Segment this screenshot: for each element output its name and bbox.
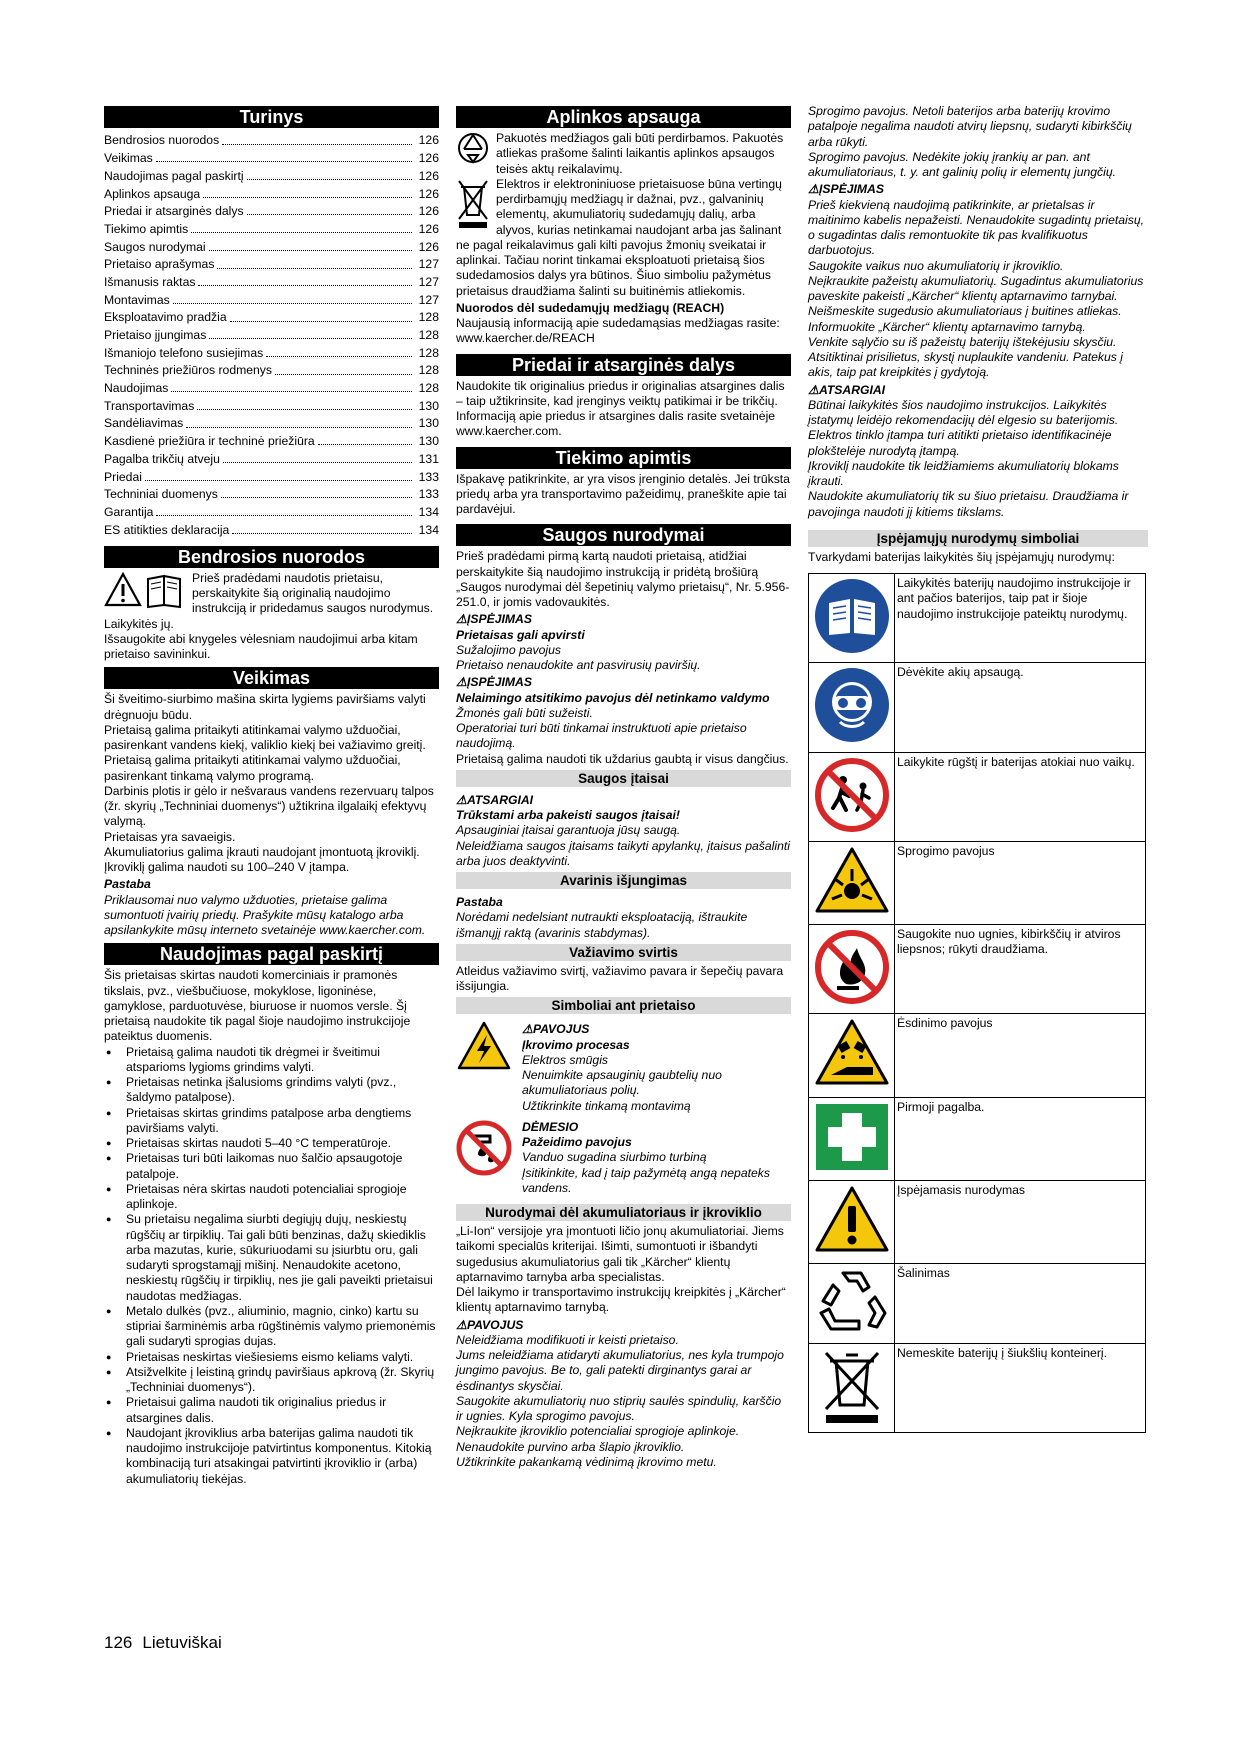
toc-entry-page: 133 [418, 487, 439, 502]
toc-leader [266, 356, 412, 357]
toc-entry-page: 128 [418, 381, 439, 396]
environment-text-2: Elektros ir elektroniniuose prietaisuose būna vertingų perdirbamųjų medžiagų ir dažnai, pvz., galvaninių elementų, akumuliatorių sudedamųjų dalių, arba alyvos, kurias netinkamai naudojant arba jas šalinant ne pagal reikalavimus gali kilti pavojus žmonių sveikatai ir aplinkai. Tačiau norint tinkamai eksploatuoti prietaisą šios sudedamosios dalys yra būtinos. Šiuo simboliu pažymėtus prietaisus draudžiama šalinti su buitinėmis atliekomis. [456, 176, 782, 298]
toc-leader [247, 179, 412, 180]
toc-leader [156, 515, 412, 516]
page-footer [104, 1632, 232, 1653]
toc-entry-label: Priedai ir atsarginės dalys [104, 204, 244, 219]
warning-symbol-row [809, 663, 1146, 752]
toc-entry-label: Kasdienė priežiūra ir techninė priežiūra [104, 434, 315, 449]
intended-use-item: ● Prietaisas netinka įšalusioms grindims valyti (pvz., šaldymo patalpose). [104, 1075, 439, 1106]
warning-symbol-row [809, 1344, 1146, 1433]
intended-use-item: ● Prietaisas skirtas grindims patalpose arba dengtiems paviršiams valyti. [104, 1106, 439, 1137]
intended-use-item: ● Prietaisą galima naudoti tik drėgmei ir šveitimui atsparioms lygioms grindims valyti. [104, 1045, 439, 1076]
danger-lines-line: Jums neleidžiama atidaryti akumuliatorius, nes kyla trumpojo jungimo pavojus. Be to, gali patekti dirginantys garai ar ėsdinantys skysčiai. [456, 1348, 784, 1393]
toc-row[interactable] [104, 467, 439, 485]
general-text-2: Išsaugokite abi knygeles vėlesniam naudojimui arba kitam prietaiso savininkui. [104, 631, 418, 662]
toc-row[interactable] [104, 396, 439, 414]
toc-leader [171, 391, 412, 392]
goggles-icon [809, 663, 895, 752]
c3-caution-line: Būtinai laikykitės šios naudojimo instrukcijos. Laikykitės įstatymų leidėjo rekomendacijų dėl elgesio su baterijomis. [808, 397, 1119, 427]
c3-top-line: Sprogimo pavojus. Netoli baterijos arba baterijų krovimo patalpoje negalima naudoti atvirų liepsnų, sudaryti kibirkščių arba rūkyti. [808, 104, 1132, 149]
c3-caution-line: Naudokite akumuliatorių tik su šiuo prietaisu. Draudžiama ir pavojinga naudoti jį kitiems tikslams. [808, 489, 1129, 519]
toc-entry-page: 133 [418, 469, 439, 484]
explosion-lines [808, 104, 1148, 180]
toc-entry-page: 127 [418, 257, 439, 272]
intended-use-item: ● Prietaisas turi būti laikomas nuo šalčio apsaugotoje patalpoje. [104, 1151, 439, 1182]
symbol-damage-title: Pažeidimo pavojus [522, 1135, 632, 1149]
manual-icon [809, 574, 895, 663]
toc-leader [222, 144, 412, 145]
toc-entry-label: Garantija [104, 504, 154, 519]
battery-danger-lines [456, 1333, 791, 1470]
intended-use-item: ● Prietaisas neskirtas viešiesiems eismo keliams valyti. [104, 1350, 439, 1365]
function-text-6: Akumuliatorius galima įkrauti naudojant įmontuotą įkroviklį. Įkroviklį galima naudoti su 100–240 V įtampa. [104, 844, 420, 875]
toc-row[interactable] [104, 343, 439, 361]
warning-symbol-row [809, 1014, 1146, 1097]
toc-entry-label: Saugos nurodymai [104, 239, 206, 254]
toc-entry-page: 130 [418, 416, 439, 431]
function-text-2: Prietaisą galima pritaikyti atitinkamai valymo užduočiai, pasirenkant vandens kiekį, valiklio kiekį bei važiavimo greitį. [104, 722, 426, 753]
toc-row[interactable] [104, 219, 439, 237]
safety-heading: Saugos nurodymai [456, 524, 791, 546]
symbol-damage-label: DĖMESIO [522, 1119, 579, 1134]
warning-symbol-text: Dėvėkite akių apsaugą. [895, 663, 1146, 752]
danger-lines-line: Užtikrinkite pakankamą vėdinimą įkrovimo metu. [456, 1454, 717, 1469]
toc-row[interactable] [104, 414, 439, 432]
intended-use-list [104, 1045, 439, 1487]
danger-lines-line: Saugokite akumuliatorių nuo stiprių saulės spindulių, karščio ir ugnies. Kyla sprogimo pavojus. [456, 1393, 782, 1423]
toc-leader [221, 497, 412, 498]
toc-entry-page: 126 [418, 239, 439, 254]
crossed-bin-icon [809, 1344, 895, 1433]
toc-entry-page: 128 [418, 310, 439, 325]
safety-warning-2-label: ⚠ĮSPĖJIMAS [456, 675, 532, 690]
toc-list [104, 131, 439, 538]
toc-entry-page: 134 [418, 522, 439, 537]
toc-leader [223, 462, 412, 463]
intended-use-item: ● Prietaisui galima naudoti tik originalius priedus ir atsargines dalis. [104, 1395, 439, 1426]
keep-children-away-icon [809, 752, 895, 841]
emergency-note-heading: Pastaba [456, 895, 503, 909]
toc-entry-page: 126 [418, 186, 439, 201]
toc-entry-page: 126 [418, 151, 439, 166]
symbol-charging-label: ⚠PAVOJUS [522, 1022, 590, 1037]
toc-row[interactable] [104, 131, 439, 149]
intended-use-heading: Naudojimas pagal paskirtį [104, 943, 439, 965]
column-3 [808, 104, 1148, 1433]
toc-leader [209, 338, 412, 339]
warning-symbol-text: Pirmoji pagalba. [895, 1097, 1146, 1180]
c3-caution-line: Įkroviklį naudokite tik leidžiamiems akumuliatorių blokams įkrauti. [808, 458, 1119, 488]
function-text-4: Darbinis plotis ir gėlo ir nešvaraus vandens rezervuarų talpos (žr. skyrių „Techniniai duomenys“) užtikrina ilgalaikį efektyvų valymą. [104, 783, 434, 829]
reach-heading: Nuorodos dėl sudedamųjų medžiagų (REACH) [456, 300, 725, 315]
drive-lever-heading: Važiavimo svirtis [456, 944, 791, 961]
warning-symbol-text: Sprogimo pavojus [895, 841, 1146, 924]
toc-entry-label: ES atitikties deklaracija [104, 522, 230, 537]
intended-use-item: ● Metalo dulkės (pvz., aliuminio, magnio, cinko) kartu su stipriai šarminėmis arba rūgštinėmis valymo priemonėmis gali sudaryti sprogias dujas. [104, 1304, 439, 1350]
toc-leader [217, 268, 412, 269]
c3-top-line: Sprogimo pavojus. Nedėkite jokių įrankių ar pan. ant akumuliatoriaus, t. y. ant galinių polių ir elementų jungčių. [808, 149, 1117, 179]
toc-row[interactable] [104, 449, 439, 467]
toc-entry-label: Priedai [104, 469, 142, 484]
toc-entry-label: Naudojimas pagal paskirtį [104, 168, 244, 183]
warning-symbol-row [809, 574, 1146, 663]
toc-row[interactable] [104, 520, 439, 538]
c3-warn-line: Neįkraukite pažeistų akumuliatorių. Sugadintus akumuliatorius paveskite pakeisti „Kärcher“ klientų aptarnavimo tarnybai. [808, 273, 1144, 303]
c3-caution-line: Elektros tinklo įtampa turi atitikti prietaiso identifikacinėje plokštelėje nurodytą įtampą. [808, 428, 1112, 458]
toc-entry-label: Sandėliavimas [104, 416, 184, 431]
intended-use-item: ● Atsižvelkite į leistiną grindų paviršiaus apkrovą (žr. Skyrių „Techniniai duomenys“). [104, 1365, 439, 1396]
toc-row[interactable] [104, 273, 439, 291]
drive-lever-text: Atleidus važiavimo svirtį, važiavimo pavara ir šepečių pavara išsijungia. [456, 963, 784, 993]
safety-warning-1-line-1: Sužalojimo pavojus [456, 642, 562, 657]
toc-row[interactable] [104, 326, 439, 344]
emergency-stop-heading: Avarinis išjungimas [456, 872, 791, 889]
toc-entry-page: 126 [418, 168, 439, 183]
toc-entry-page: 127 [418, 292, 439, 307]
intended-intro: Šis prietaisas skirtas naudoti komerciniais ir pramonės tikslais, pvz., viešbučiuose, mokyklose, ligoninėse, gamyklose, parduotuvėse, biuruose ir nuomos versle. Šį prietaisą naudokite tik pagal šioje naudojimo instrukcijoje pateiktus duomenis. [104, 968, 411, 1044]
warning-icon [809, 1180, 895, 1263]
no-water-icon [456, 1120, 512, 1176]
c3-warn-line: Saugokite vaikus nuo akumuliatorių ir įkroviklio. [808, 258, 1064, 273]
emergency-note: Norėdami nedelsiant nutraukti eksploataciją, ištraukite išmanųjį raktą (avarinis stabdymas). [456, 910, 748, 940]
accessories-text-2: Informaciją apie priedus ir atsargines dalis rasite svetainėje www.kaercher.com. [456, 409, 776, 439]
safety-warning-1-line-2: Prietaiso nenaudokite ant pasvirusių paviršių. [456, 658, 701, 672]
warning-triangle-icon: ⚠ [808, 182, 819, 197]
toc-entry-page: 130 [418, 434, 439, 449]
warning-symbol-row [809, 1097, 1146, 1180]
crossed-bin-small-icon [456, 177, 490, 229]
toc-entry-label: Pagalba trikčių atveju [104, 451, 220, 466]
toc-entry-label: Prietaiso aprašymas [104, 257, 215, 272]
toc-leader [247, 214, 412, 215]
general-section [104, 571, 439, 663]
toc-row[interactable] [104, 149, 439, 167]
warning-symbols-intro: Tvarkydami baterijas laikykitės šių įspėjamųjų nurodymų: [808, 549, 1115, 564]
warning-triangle-icon: ⚠ [522, 1022, 533, 1037]
recycle-small-icon [456, 131, 490, 165]
toc-row[interactable] [104, 308, 439, 326]
safety-warning-1-title: Prietaisas gali apvirsti [456, 627, 585, 642]
toc-entry-label: Veikimas [104, 151, 153, 166]
intended-use-item: ● Su prietaisu negalima siurbti degiųjų dujų, neskiestų rūgščių ar tirpiklių. Tai gali būti benzinas, dažų skiediklis arba mazutas, kurie, sūkuriuodami su įsiurbtu oru, gali sudaryti sprogstamąjį mišinį. Nenaudokite acetono, neskiestų rūgščių ir tirpiklių, nes jie gali paveikti prietaisui naudotas medžiagas. [104, 1212, 439, 1304]
toc-leader [230, 321, 412, 322]
toc-leader [232, 533, 412, 534]
function-note: Priklausomai nuo valymo užduoties, prietaise galima sumontuoti įvairių priedų. Prašykite mūsų katalogo arba apsilankykite mūsų interneto svetainėje www.kaercher.com. [104, 892, 426, 938]
safety-warning-2-line-1: Žmonės gali būti sužeisti. [456, 705, 593, 720]
caution-line-1: Apsauginiai įtaisai garantuoja jūsų saugą. [456, 823, 681, 838]
col3-warning-lines [808, 198, 1148, 381]
intended-use-item: ● Naudojant įkroviklius arba baterijas galima naudoti tik naudojimo instrukcijoje patvirtintus komponentus. Kitokią kombinaciją turi atsakingai patvirtinti įkroviklio ir (arba) akumuliatorių tiekėjas. [104, 1426, 439, 1487]
symbol-damage [456, 1120, 791, 1196]
corrosive-icon [809, 1014, 895, 1097]
toc-leader [145, 480, 412, 481]
toc-leader [203, 197, 412, 198]
accessories-text-1: Naudokite tik originalius priedus ir originalias atsargines dalis – taip užtikrinsite, kad įrenginys veiktų patikimai ir be trikčių. [456, 378, 785, 408]
warning-symbol-row [809, 925, 1146, 1014]
toc-entry-page: 128 [418, 363, 439, 378]
toc-row[interactable] [104, 361, 439, 379]
page-language: Lietuviškai [142, 1633, 222, 1652]
toc-entry-page: 126 [418, 204, 439, 219]
symbol-damage-line-1: Vanduo sugadina siurbimo turbiną [522, 1150, 707, 1165]
caution-line-2: Neleidžiama saugos įtaisams taikyti apylankų, įtaisus pašalinti arba juos deaktyvinti. [456, 838, 790, 868]
toc-entry-label: Montavimas [104, 292, 170, 307]
warning-symbol-text: Laikykitės baterijų naudojimo instrukcijoje ir ant pačios baterijos, taip pat ir šioje naudojimo instrukcijoje pateiktų nurodymų. [895, 574, 1146, 663]
reach-text: Naujausią informaciją apie sudedamąsias medžiagas rasite: www.kaercher.de/REACH [456, 316, 780, 346]
toc-entry-label: Išmaniojo telefono susiejimas [104, 345, 264, 360]
toc-leader [198, 285, 412, 286]
symbol-charging-line-2: Nenuimkite apsauginių gaubtelių nuo akumuliatoriaus polių. [522, 1068, 722, 1098]
toc-entry-label: Aplinkos apsauga [104, 186, 201, 201]
toc-entry-label: Tiekimo apimtis [104, 221, 189, 236]
c3-warn-line: Informuokite „Kärcher“ klientų aptarnavimo tarnybą. [808, 319, 1086, 334]
function-heading: Veikimas [104, 667, 439, 689]
environment-text-1: Pakuotės medžiagos gali būti perdirbamos. Pakuotės atliekas prašome šalinti laikantis aplinkos apsaugos teisės aktų reikalavimų. [496, 131, 784, 176]
warning-symbol-text: Šalinimas [895, 1264, 1146, 1344]
symbol-charging-line-3: Užtikrinkite tinkamą montavimą [522, 1098, 691, 1113]
danger-lines-line: Nenaudokite purvino arba šlapio įkroviklio. [456, 1439, 685, 1454]
environment-section [456, 131, 791, 347]
toc-heading: Turinys [104, 106, 439, 128]
toc-entry-label: Išmanusis raktas [104, 274, 196, 289]
toc-row[interactable] [104, 237, 439, 255]
toc-row[interactable] [104, 255, 439, 273]
warning-symbols-table [808, 573, 1146, 1433]
battery-heading: Nurodymai dėl akumuliatoriaus ir įkroviklio [456, 1204, 791, 1221]
col3-caution-lines [808, 398, 1148, 520]
safety-text-1: Prieš pradėdami pirmą kartą naudoti prietaisą, atidžiai perskaitykite šią naudojimo instrukciją ir pridėtą brošiūrą „Saugos nurodymai dėl šepetinių valymo prietaisų“, Nr. 5.956-251.0, ir jomis vadovaukitės. [456, 549, 790, 609]
battery-text-1: „Li-Ion“ versijoje yra įmontuoti ličio jonų akumuliatoriai. Jiems taikomi specialūs kriterijai. Išimti, sumontuoti ir išbandyti sugedusius akumuliatorius gali tik „Kärcher“ klientų aptarnavimo tarnyba arba specialistas. [456, 1224, 784, 1284]
recycle-icon [809, 1264, 895, 1344]
warning-symbols-heading: Įspėjamųjų nurodymų simboliai [808, 530, 1148, 547]
function-text-5: Prietaisas yra savaeigis. [104, 829, 236, 844]
page-number: 126 [104, 1633, 133, 1652]
toc-leader [173, 303, 412, 304]
toc-entry-page: 128 [418, 328, 439, 342]
general-text-1: Prieš pradėdami naudotis prietaisu, perskaitykite šią originalią naudojimo instrukciją ir pridedamus saugos nurodymus. Laikykitės jų. [104, 570, 434, 631]
caution-label: ⚠ATSARGIAI [456, 792, 534, 807]
warning-triangle-icon: ⚠ [456, 612, 467, 627]
environment-heading: Aplinkos apsauga [456, 106, 791, 128]
toc-row[interactable] [104, 184, 439, 202]
symbol-damage-line-2: Įsitikinkite, kad į taip pažymėtą angą nepateks vandens. [522, 1165, 770, 1195]
toc-leader [275, 374, 412, 375]
toc-leader [191, 232, 412, 233]
function-note-heading: Pastaba [104, 877, 151, 892]
accessories-heading: Priedai ir atsarginės dalys [456, 354, 791, 376]
column-1 [104, 104, 439, 1487]
safety-warning-1-label: ⚠ĮSPĖJIMAS [456, 612, 532, 627]
warning-symbol-text: Laikykite rūgštį ir baterijas atokiai nuo vaikų. [895, 752, 1146, 841]
scope-heading: Tiekimo apimtis [456, 447, 791, 469]
toc-entry-label: Techniniai duomenys [104, 487, 218, 502]
safety-devices-heading: Saugos įtaisai [456, 770, 791, 787]
toc-row[interactable] [104, 485, 439, 503]
toc-leader [197, 409, 412, 410]
toc-entry-label: Naudojimas [104, 381, 169, 396]
warning-symbol-row [809, 1180, 1146, 1263]
toc-entry-label: Techninės priežiūros rodmenys [104, 363, 272, 378]
symbol-charging-line-1: Elektros smūgis [522, 1052, 609, 1067]
c3-warn-line: Prieš kiekvieną naudojimą patikrinkite, ar prietalsas ir maitinimo kabelis nepažeisti. Nenaudokite sugadintų prietaisų, o sugadintas dalis remontuokite tik pas kvalifikuotus darbuotojus. [808, 197, 1145, 258]
first-aid-icon [809, 1097, 895, 1180]
device-symbols-heading: Simboliai ant prietaiso [456, 997, 791, 1014]
safety-warning-2-title: Nelaimingo atsitikimo pavojus dėl netinkamo valdymo [456, 690, 770, 705]
scope-text: Išpakavę patikrinkite, ar yra visos įrenginio detalės. Jei trūksta priedų arba yra transportavimo pažeidimų, praneškite apie tai pardavėjui. [456, 471, 790, 516]
symbol-charging-title: Įkrovimo procesas [522, 1037, 630, 1052]
symbol-charging [456, 1020, 791, 1114]
toc-row[interactable] [104, 379, 439, 397]
warning-triangle-icon: ⚠ [456, 675, 467, 690]
function-text-1: Ši šveitimo-siurbimo mašina skirta lygiems paviršiams valyti drėgnuoju būdu. [104, 692, 426, 722]
column-2 [456, 104, 791, 1470]
no-fire-icon [809, 925, 895, 1014]
c3-warn-line: Venkite sąlyčio su iš pažeistų baterijų ištekėjusiu skysčiu. Atsitiktinai prisilietus, skystį nuplaukite vandeniu. Patekus į akis, taip pat kreipkitės į gydytoją. [808, 334, 1123, 380]
toc-row[interactable] [104, 432, 439, 450]
battery-danger-label: ⚠PAVOJUS [456, 1317, 524, 1332]
warning-symbol-text: Ėsdinimo pavojus [895, 1014, 1146, 1097]
safety-warning-2-line-2: Operatoriai turi būti tinkamai instruktuoti apie prietaiso naudojimą. [456, 721, 747, 751]
c3-warn-line: Neišmeskite sugedusio akumuliatoriaus į buitines atliekas. [808, 304, 1122, 319]
function-text-3: Prietaisą galima pritaikyti atitinkamai valymo užduočiai, pasirenkant tinkamą valymo programą. [104, 753, 401, 783]
warning-triangle-icon: ⚠ [808, 382, 819, 397]
general-heading: Bendrosios nuorodos [104, 546, 439, 568]
toc-leader [209, 250, 412, 251]
toc-leader [156, 161, 412, 162]
toc-row[interactable] [104, 290, 439, 308]
safety-text-2: Prietaisą galima naudoti tik uždarius gaubtą ir visus dangčius. [456, 751, 789, 766]
toc-entry-page: 128 [418, 345, 439, 360]
danger-lines-line: Neįkraukite įkroviklio potencialiai sprogioje aplinkoje. [456, 1424, 740, 1439]
toc-entry-page: 131 [418, 451, 439, 466]
electric-shock-icon [456, 1020, 512, 1072]
warning-symbol-text: Nemeskite baterijų į šiukšlių konteinerį. [895, 1344, 1146, 1433]
toc-entry-page: 126 [418, 133, 439, 148]
explosion-icon [809, 841, 895, 924]
warning-triangle-icon: ⚠ [456, 1317, 467, 1332]
toc-entry-page: 130 [418, 398, 439, 413]
warning-symbol-row [809, 1264, 1146, 1344]
toc-leader [186, 427, 412, 428]
toc-row[interactable] [104, 202, 439, 220]
toc-entry-page: 126 [418, 221, 439, 236]
warning-symbol-row [809, 841, 1146, 924]
warning-symbol-text: Įspėjamasis nurodymas [895, 1180, 1146, 1263]
toc-entry-label: Eksploatavimo pradžia [104, 310, 227, 325]
danger-lines-line: Neleidžiama modifikuoti ir keisti prietaiso. [456, 1332, 679, 1347]
warning-symbol-text: Saugokite nuo ugnies, kibirkščių ir atviros liepsnos; rūkyti draudžiama. [895, 925, 1146, 1014]
caution-title: Trūkstami arba pakeisti saugos įtaisai! [456, 808, 680, 822]
intended-use-item: ● Prietaisas nėra skirtas naudoti potencialiai sprogioje aplinkoje. [104, 1182, 439, 1213]
battery-text-2: Dėl laikymo ir transportavimo instrukcijų kreipkitės į „Kärcher“ klientų aptarnavimo tarnybą. [456, 1285, 786, 1315]
warning-manual-icon [104, 571, 186, 609]
toc-row[interactable] [104, 166, 439, 184]
intended-use-item: ● Prietaisas skirtas naudoti 5–40 °C temperatūroje. [104, 1136, 439, 1151]
warning-triangle-icon: ⚠ [456, 792, 467, 807]
toc-entry-page: 134 [418, 504, 439, 519]
toc-entry-label: Bendrosios nuorodos [104, 133, 220, 148]
col3-warning-label: ⚠ĮSPĖJIMAS [808, 182, 884, 197]
toc-leader [318, 444, 412, 445]
toc-entry-page: 127 [418, 274, 439, 289]
warning-symbol-row [809, 752, 1146, 841]
toc-row[interactable] [104, 502, 439, 520]
toc-entry-label: Prietaiso įjungimas [104, 328, 207, 342]
toc-entry-label: Transportavimas [104, 398, 195, 413]
col3-caution-label: ⚠ATSARGIAI [808, 382, 886, 397]
